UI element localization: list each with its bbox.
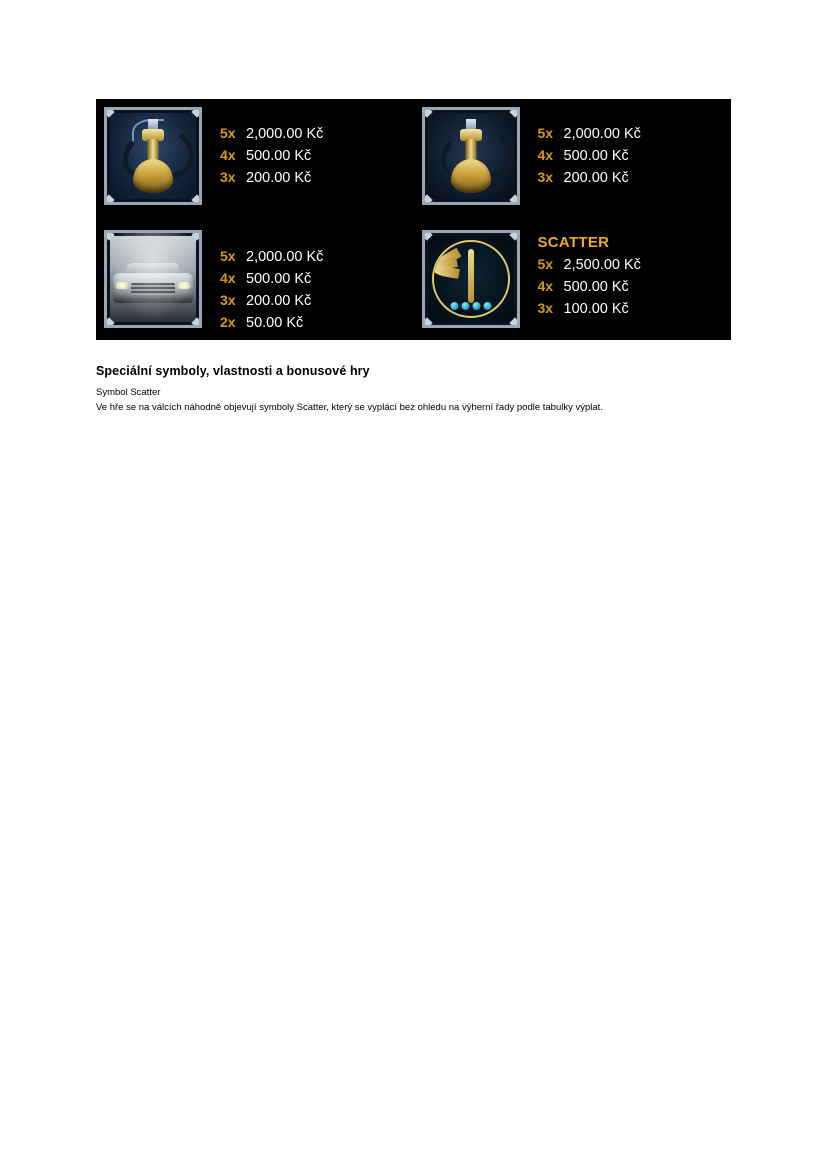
pay-multiplier: 5x [537, 125, 554, 141]
paytable-cell-hookah-silver-blue [96, 99, 414, 220]
car-symbol-icon [104, 230, 202, 328]
pay-multiplier: 3x [220, 169, 236, 185]
paytable-cell-hookah-gold-dark [414, 99, 732, 220]
symbol-tile [422, 107, 520, 205]
pay-row [220, 290, 323, 312]
pay-amount: 2,000.00 Kč [246, 248, 324, 265]
pay-amount: 500.00 Kč [563, 278, 629, 295]
pay-amount: 500.00 Kč [563, 148, 629, 164]
pay-row [220, 246, 323, 268]
pay-multiplier: 4x [537, 277, 554, 294]
pay-amount: 200.00 Kč [246, 292, 312, 309]
pay-multiplier: 5x [537, 255, 554, 272]
pay-list [220, 230, 323, 334]
pay-row [538, 298, 641, 320]
hookah-gold-dark-symbol-icon [422, 107, 520, 205]
special-symbols-section [96, 364, 756, 414]
pay-row [220, 268, 323, 290]
pay-list [538, 107, 641, 189]
paytable-panel [96, 99, 731, 340]
section-paragraph: Ve hře se na válcích náhodně objevují symboly Scatter, který se vyplácí bez ohledu na výherní řady podle tabulky výplat. [96, 402, 603, 413]
pay-row [220, 123, 323, 145]
pay-row [538, 276, 641, 298]
pay-row [538, 123, 641, 145]
pay-list [220, 107, 323, 189]
symbol-tile [422, 230, 520, 328]
pay-row [538, 145, 641, 167]
pay-amount: 100.00 Kč [563, 300, 629, 317]
pay-amount: 500.00 Kč [246, 148, 312, 164]
pay-multiplier: 4x [537, 147, 554, 163]
pay-list [538, 230, 641, 320]
pay-row [538, 167, 641, 189]
pay-multiplier: 3x [537, 299, 554, 316]
pay-amount: 500.00 Kč [246, 270, 312, 287]
pay-amount: 2,000.00 Kč [246, 126, 324, 142]
section-heading: Speciální symboly, vlastnosti a bonusové hry [96, 364, 370, 378]
pay-multiplier: 5x [220, 125, 236, 141]
pay-multiplier: 3x [537, 169, 554, 185]
hookah-silver-blue-symbol-icon [104, 107, 202, 205]
pay-amount: 200.00 Kč [563, 170, 629, 186]
symbol-tile [104, 107, 202, 205]
scatter-palm-symbol-icon [422, 230, 520, 328]
pay-multiplier: 3x [220, 291, 236, 308]
pay-amount: 2,500.00 Kč [563, 256, 641, 273]
pay-row [220, 312, 323, 334]
pay-row [220, 167, 323, 189]
pay-amount: 2,000.00 Kč [563, 126, 641, 142]
paytable-cell-car [96, 220, 414, 341]
paytable-grid [96, 99, 731, 340]
pay-amount: 200.00 Kč [246, 170, 312, 186]
pay-row [538, 254, 641, 276]
symbol-tile [104, 230, 202, 328]
pay-row [220, 145, 323, 167]
pay-multiplier: 2x [220, 313, 236, 330]
pay-multiplier: 4x [220, 269, 236, 286]
pay-amount: 50.00 Kč [246, 314, 304, 331]
paytable-cell-scatter [414, 220, 732, 341]
section-subheading: Symbol Scatter [96, 387, 161, 398]
pay-multiplier: 4x [220, 147, 236, 163]
pay-multiplier: 5x [220, 247, 236, 264]
scatter-label: SCATTER [537, 233, 610, 251]
